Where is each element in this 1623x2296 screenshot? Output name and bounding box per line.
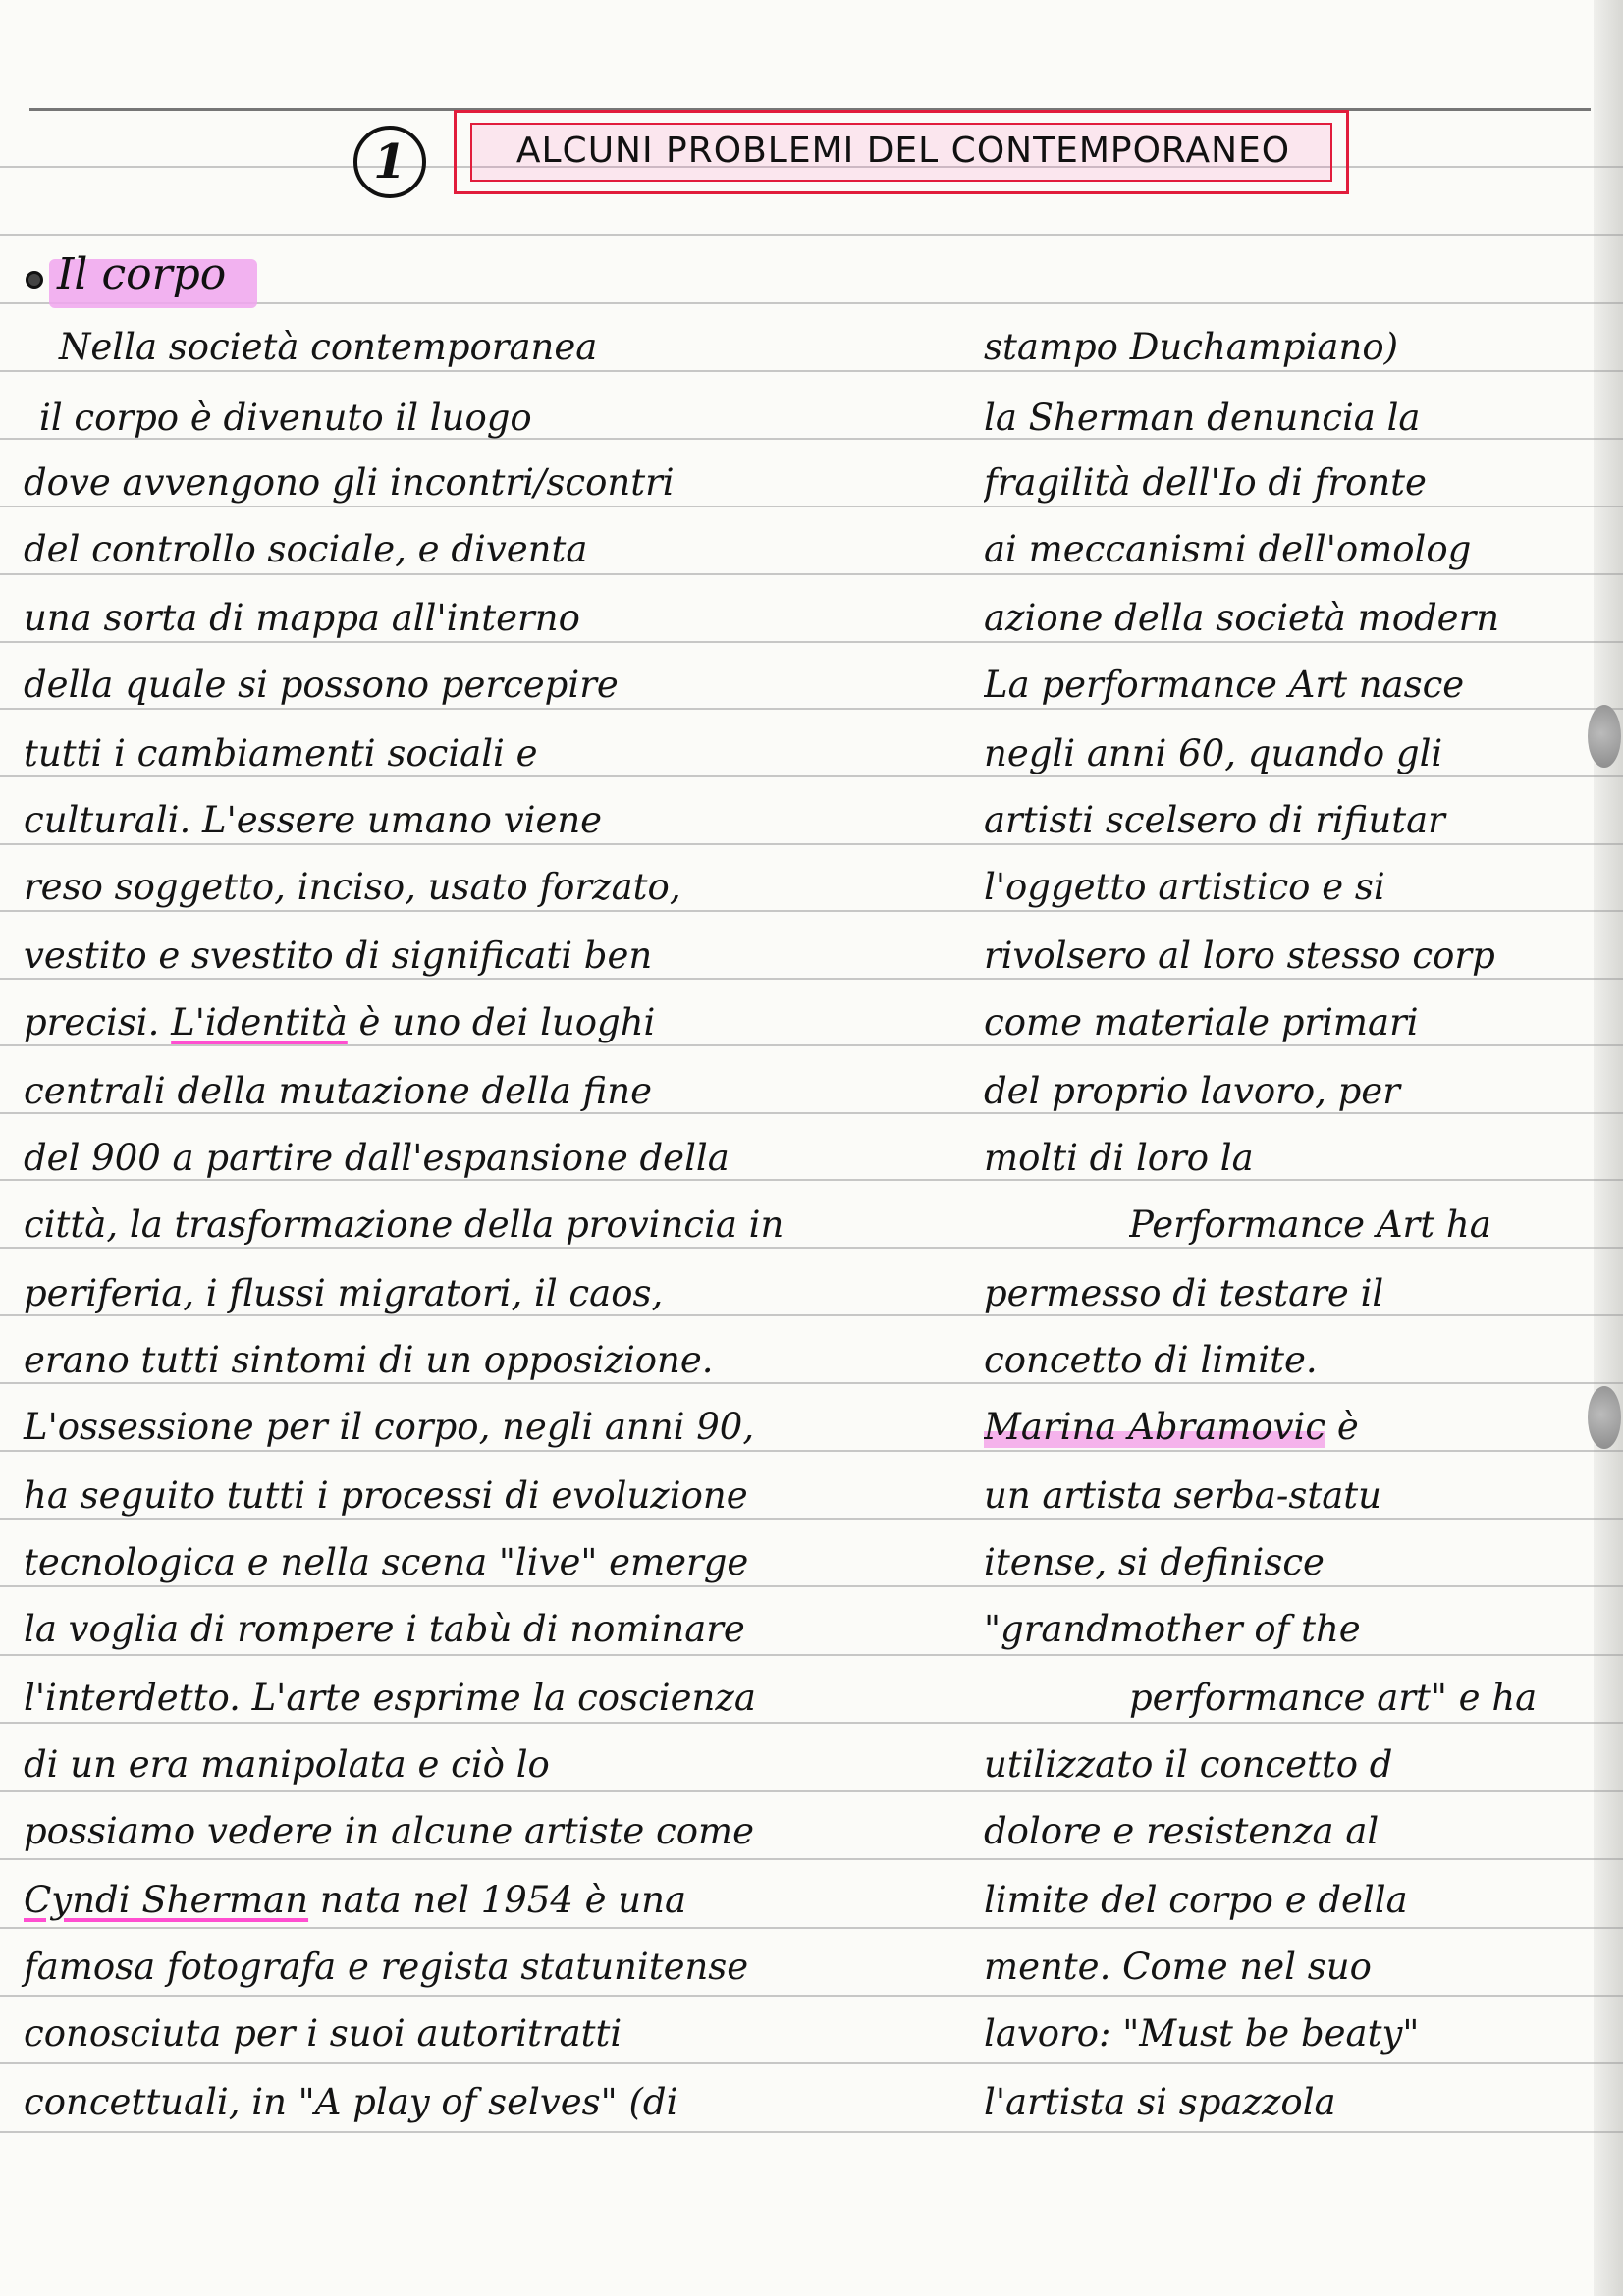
right-line: concetto di limite. [984,1339,1318,1381]
left-line: una sorta di mappa all'interno [24,597,580,639]
left-line-part: è uno dei luoghi [347,1001,656,1043]
right-line: La performance Art nasce [984,664,1465,706]
left-line: città, la trasformazione della provincia in [24,1203,784,1246]
right-line: permesso di testare il [984,1272,1384,1314]
left-line: tecnologica e nella scena "live" emerge [24,1541,749,1583]
right-line: artisti scelsero di rifiutar [984,799,1445,841]
right-line: stampo Duchampiano) [984,326,1399,368]
left-line: famosa fotografa e regista statunitense [24,1946,749,1988]
right-line-part: è [1325,1406,1359,1448]
right-line: negli anni 60, quando gli [984,732,1443,774]
section-heading: Il corpo [57,249,227,299]
right-line: molti di loro la [984,1137,1254,1179]
page-number-circle: 1 [353,126,426,198]
left-line-part: precisi. [24,1001,172,1043]
left-line-part: nata nel 1954 è una [308,1879,687,1921]
left-line: la voglia di rompere i tabù di nominare [24,1608,745,1650]
right-line: un artista serba-statu [984,1474,1381,1517]
right-line: come materiale primari [984,1001,1419,1043]
page-title: ALCUNI PROBLEMI DEL CONTEMPORANEO [515,130,1291,171]
left-line: dove avvengono gli incontri/scontri [24,461,675,504]
left-line: l'interdetto. L'arte esprime la coscienza [24,1677,756,1719]
left-line: ha seguito tutti i processi di evoluzione [24,1474,748,1517]
right-line: la Sherman denuncia la [984,397,1421,439]
left-line: culturali. L'essere umano viene [24,799,603,841]
left-line: conosciuta per i suoi autoritratti [24,2012,622,2055]
left-line: centrali della mutazione della fine [24,1070,652,1112]
left-line: tutti i cambiamenti sociali e [24,732,538,774]
right-line: "grandmother of the [984,1608,1361,1650]
left-line: della quale si possono percepire [24,664,619,706]
bullet-icon [26,271,43,289]
left-line: periferia, i flussi migratori, il caos, [24,1272,664,1314]
left-line: possiamo vedere in alcune artiste come [24,1810,754,1852]
left-line: il corpo è divenuto il luogo [39,397,532,439]
right-line: l'oggetto artistico e si [984,866,1385,908]
right-line: mente. Come nel suo [984,1946,1372,1988]
right-line: utilizzato il concetto d [984,1743,1393,1786]
right-line: Performance Art ha [1129,1203,1491,1246]
highlighted-term-marina-abramovic: Marina Abramovic [984,1406,1326,1448]
right-line: itense, si definisce [984,1541,1325,1583]
right-line: performance art" e ha [1129,1677,1538,1719]
highlighted-term-identita: L'identità [171,1001,348,1043]
left-line-identity [24,993,1015,1052]
right-line: lavoro: "Must be beaty" [984,2012,1420,2055]
right-line: limite del corpo e della [984,1879,1408,1921]
highlighted-term-cyndi-sherman: Cyndi Sherman [24,1879,309,1921]
left-line: del controllo sociale, e diventa [24,528,588,570]
left-line: vestito e svestito di significati ben [24,934,653,977]
right-line: ai meccanismi dell'omolog [984,528,1472,570]
right-line: del proprio lavoro, per [984,1070,1400,1112]
left-line: L'ossessione per il corpo, negli anni 90, [24,1406,755,1448]
left-line: Nella società contemporanea [59,326,598,368]
left-line: erano tutti sintomi di un opposizione. [24,1339,714,1381]
left-line: concettuali, in "A play of selves" (di [24,2081,678,2123]
left-line: del 900 a partire dall'espansione della [24,1137,730,1179]
left-line: di un era manipolata e ciò lo [24,1743,550,1786]
right-line: azione della società modern [984,597,1500,639]
ruled-line [0,234,1623,236]
left-line-sherman [24,1871,1015,1930]
left-line: reso soggetto, inciso, usato forzato, [24,866,681,908]
right-line-abramovic [984,1398,1598,1457]
right-line: fragilità dell'Io di fronte [984,461,1427,504]
right-line: dolore e resistenza al [984,1810,1380,1852]
right-line: l'artista si spazzola [984,2081,1336,2123]
right-line: rivolsero al loro stesso corp [984,934,1495,977]
